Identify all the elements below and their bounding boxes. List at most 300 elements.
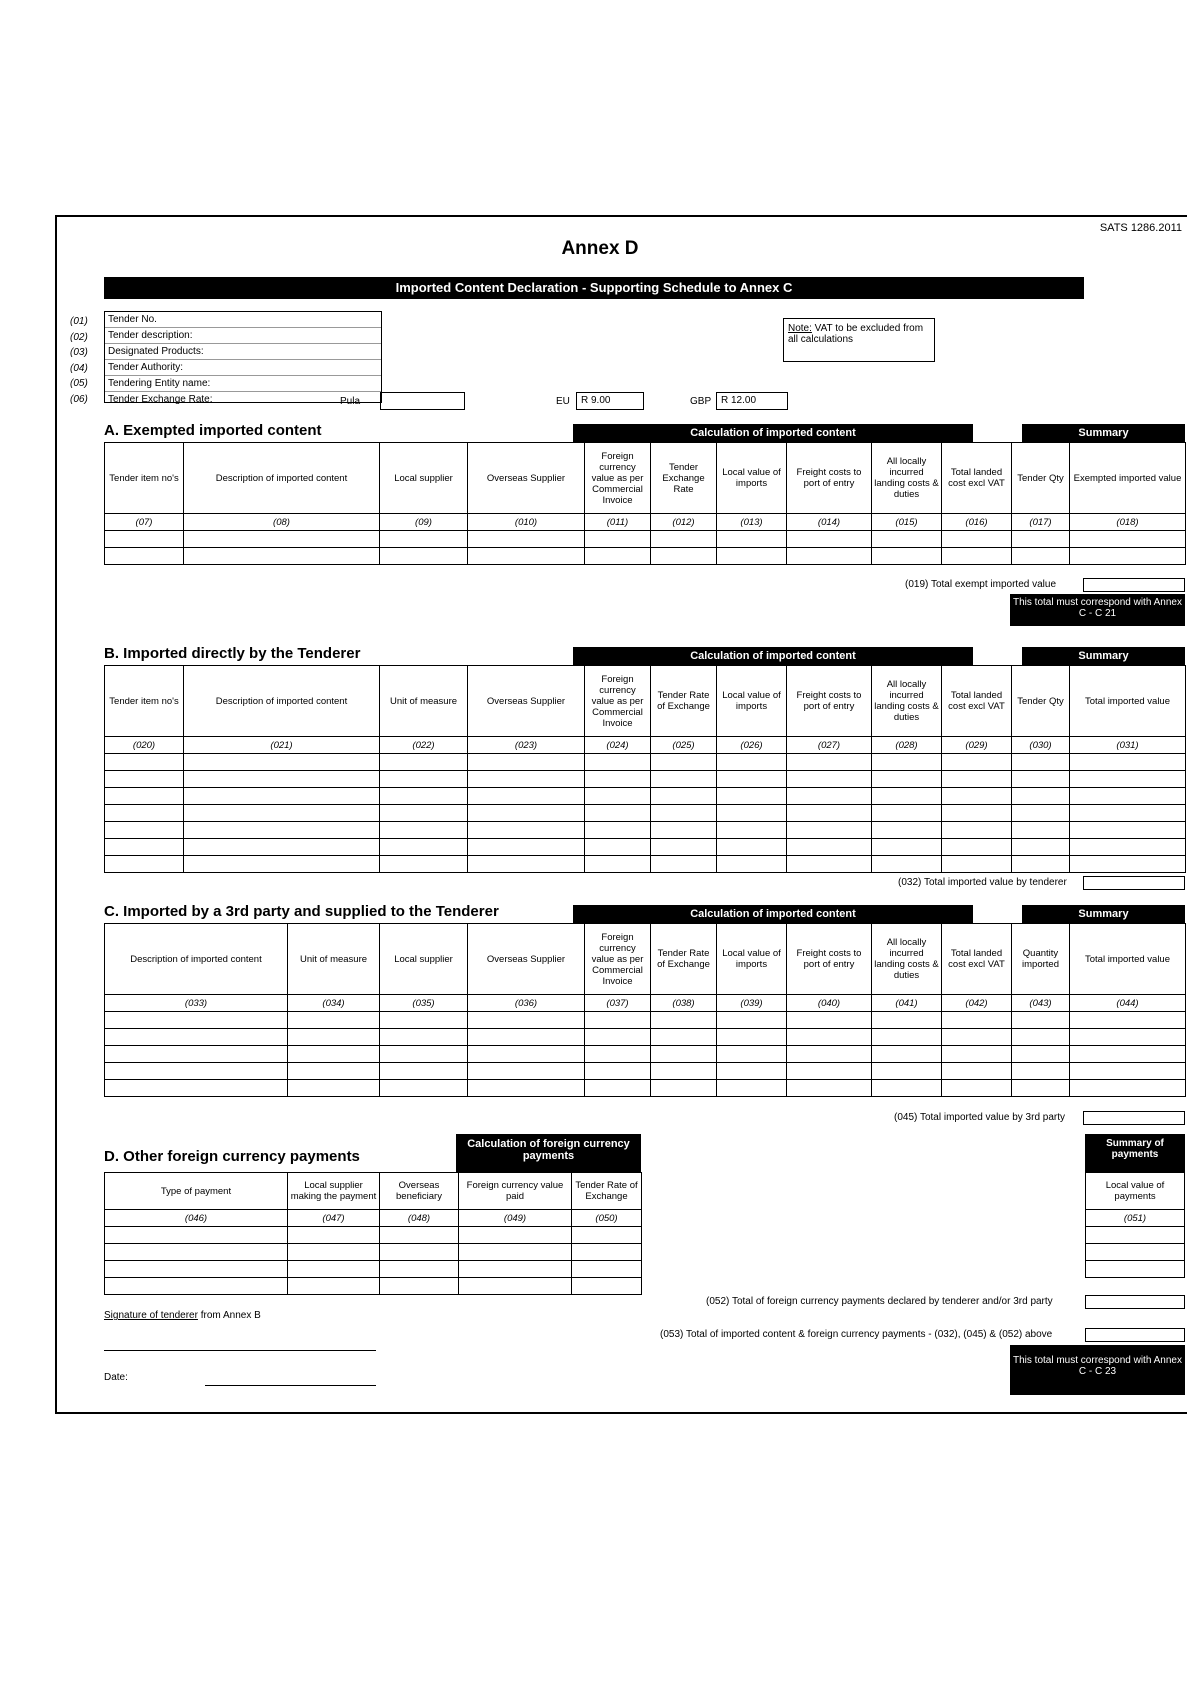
- section-d-summary-table: [1085, 1172, 1185, 1278]
- table-cell[interactable]: [942, 771, 1012, 788]
- table-cell[interactable]: [651, 1029, 717, 1046]
- table-cell[interactable]: [651, 548, 717, 565]
- column-header: Local supplier making the payment: [288, 1173, 380, 1210]
- section-a-total-label: (019) Total exempt imported value: [905, 579, 1057, 590]
- column-code: (048): [380, 1210, 459, 1227]
- table-cell[interactable]: [1070, 531, 1186, 548]
- table-cell[interactable]: [787, 1080, 872, 1097]
- column-code: (050): [572, 1210, 642, 1227]
- table-cell[interactable]: [717, 754, 787, 771]
- table-cell[interactable]: [717, 805, 787, 822]
- table-cell[interactable]: [651, 531, 717, 548]
- table-cell[interactable]: [942, 856, 1012, 873]
- table-cell[interactable]: [942, 548, 1012, 565]
- table-cell[interactable]: [585, 1029, 651, 1046]
- table-cell[interactable]: [380, 1080, 468, 1097]
- table-cell[interactable]: [468, 548, 585, 565]
- column-code: (029): [942, 737, 1012, 754]
- column-header: Tender Rate of Exchange: [651, 666, 717, 737]
- table-cell[interactable]: [872, 805, 942, 822]
- table-cell[interactable]: [380, 771, 468, 788]
- column-header: Unit of measure: [380, 666, 468, 737]
- table-cell[interactable]: [105, 839, 184, 856]
- table-cell[interactable]: [468, 822, 585, 839]
- table-cell[interactable]: [380, 839, 468, 856]
- table-cell[interactable]: [585, 788, 651, 805]
- column-code: (041): [872, 995, 942, 1012]
- table-cell[interactable]: [787, 856, 872, 873]
- table-cell[interactable]: [572, 1261, 642, 1278]
- table-cell[interactable]: [585, 531, 651, 548]
- signature-label-suffix: from Annex B: [197, 1310, 261, 1321]
- table-cell[interactable]: [942, 531, 1012, 548]
- table-cell[interactable]: [787, 531, 872, 548]
- table-cell[interactable]: [184, 548, 380, 565]
- table-cell[interactable]: [717, 822, 787, 839]
- column-header: Total landed cost excl VAT: [942, 666, 1012, 737]
- table-cell[interactable]: [651, 771, 717, 788]
- section-c-title: C. Imported by a 3rd party and supplied to the Tenderer: [104, 903, 499, 920]
- table-cell[interactable]: [651, 856, 717, 873]
- vat-note-text: VAT to be excluded from all calculations: [788, 323, 924, 345]
- table-cell[interactable]: [105, 822, 184, 839]
- column-header: Foreign currency value as per Commercial Invoice: [585, 443, 651, 514]
- table-cell[interactable]: [717, 1029, 787, 1046]
- table-cell[interactable]: [651, 1080, 717, 1097]
- column-header: Tender item no's: [105, 443, 184, 514]
- table-cell[interactable]: [787, 839, 872, 856]
- table-cell[interactable]: [105, 754, 184, 771]
- table-cell[interactable]: [787, 822, 872, 839]
- table-cell[interactable]: [585, 805, 651, 822]
- table-row: [105, 1244, 642, 1261]
- table-cell[interactable]: [872, 856, 942, 873]
- total-053-field[interactable]: [1085, 1328, 1185, 1342]
- table-cell[interactable]: [585, 1012, 651, 1029]
- table-cell[interactable]: [1070, 548, 1186, 565]
- column-code: (038): [651, 995, 717, 1012]
- table-cell[interactable]: [585, 856, 651, 873]
- table-cell[interactable]: [184, 754, 380, 771]
- table-cell[interactable]: [872, 754, 942, 771]
- table-cell[interactable]: [1070, 839, 1186, 856]
- column-header: Freight costs to port of entry: [787, 924, 872, 995]
- table-cell[interactable]: [585, 1046, 651, 1063]
- table-cell[interactable]: [468, 1063, 585, 1080]
- column-code: (031): [1070, 737, 1186, 754]
- table-cell[interactable]: [717, 531, 787, 548]
- table-cell[interactable]: [184, 531, 380, 548]
- table-cell[interactable]: [1012, 754, 1070, 771]
- column-header: Overseas Supplier: [468, 924, 585, 995]
- column-header: Description of imported content: [105, 924, 288, 995]
- summary-cell[interactable]: [1086, 1227, 1185, 1244]
- section-c-summary-bar: Summary: [1022, 905, 1185, 923]
- table-cell[interactable]: [1012, 1012, 1070, 1029]
- table-cell[interactable]: [105, 788, 184, 805]
- table-cell[interactable]: [942, 1012, 1012, 1029]
- table-cell[interactable]: [717, 771, 787, 788]
- signature-line[interactable]: [104, 1350, 376, 1351]
- table-cell[interactable]: [105, 531, 184, 548]
- table-cell[interactable]: [459, 1261, 572, 1278]
- table-cell[interactable]: [288, 1029, 380, 1046]
- rate-value-gbp[interactable]: R 12.00: [716, 392, 788, 410]
- table-cell[interactable]: [942, 754, 1012, 771]
- table-cell[interactable]: [288, 1278, 380, 1295]
- table-cell[interactable]: [1012, 1080, 1070, 1097]
- table-cell[interactable]: [105, 1046, 288, 1063]
- table-cell[interactable]: [942, 839, 1012, 856]
- table-cell[interactable]: [288, 1227, 380, 1244]
- table-cell[interactable]: [1070, 788, 1186, 805]
- table-cell[interactable]: [585, 754, 651, 771]
- table-cell[interactable]: [872, 1012, 942, 1029]
- table-row: [105, 822, 1186, 839]
- table-cell[interactable]: [787, 805, 872, 822]
- summary-cell[interactable]: [1086, 1244, 1185, 1261]
- column-header: Tender Exchange Rate: [651, 443, 717, 514]
- column-code: (013): [717, 514, 787, 531]
- table-cell[interactable]: [1070, 822, 1186, 839]
- table-cell[interactable]: [872, 531, 942, 548]
- table-cell[interactable]: [787, 548, 872, 565]
- table-cell[interactable]: [872, 1046, 942, 1063]
- header-field-description[interactable]: Tender description:: [105, 328, 381, 344]
- date-label: Date:: [104, 1372, 128, 1383]
- table-cell[interactable]: [468, 1046, 585, 1063]
- header-field-entity[interactable]: Tendering Entity name:: [105, 376, 381, 392]
- rate-value-eu[interactable]: R 9.00: [576, 392, 644, 410]
- column-code: (036): [468, 995, 585, 1012]
- table-cell[interactable]: [288, 1080, 380, 1097]
- table-cell[interactable]: [651, 1046, 717, 1063]
- header-code: (03): [70, 347, 88, 358]
- header-code: (06): [70, 393, 88, 405]
- table-cell[interactable]: [787, 754, 872, 771]
- table-cell[interactable]: [105, 856, 184, 873]
- table-cell[interactable]: [787, 1029, 872, 1046]
- table-cell[interactable]: [942, 1063, 1012, 1080]
- column-code: (047): [288, 1210, 380, 1227]
- header-code: (02): [70, 331, 88, 343]
- table-cell[interactable]: [572, 1244, 642, 1261]
- table-cell[interactable]: [380, 1227, 459, 1244]
- table-cell[interactable]: [380, 788, 468, 805]
- column-code: (012): [651, 514, 717, 531]
- table-cell[interactable]: [572, 1227, 642, 1244]
- header-field-tender-no[interactable]: Tender No.: [105, 312, 381, 328]
- section-a-total-field[interactable]: [1083, 578, 1185, 592]
- table-cell[interactable]: [872, 822, 942, 839]
- table-cell[interactable]: [468, 805, 585, 822]
- table-cell[interactable]: [105, 1244, 288, 1261]
- table-cell[interactable]: [1012, 856, 1070, 873]
- table-cell[interactable]: [1070, 1012, 1186, 1029]
- table-cell[interactable]: [184, 839, 380, 856]
- table-cell[interactable]: [717, 1080, 787, 1097]
- column-code: (014): [787, 514, 872, 531]
- table-cell[interactable]: [468, 754, 585, 771]
- table-cell[interactable]: [585, 1063, 651, 1080]
- table-cell[interactable]: [1012, 531, 1070, 548]
- column-header: Local value of imports: [717, 924, 787, 995]
- table-cell[interactable]: [459, 1278, 572, 1295]
- table-cell[interactable]: [872, 771, 942, 788]
- table-cell[interactable]: [942, 822, 1012, 839]
- table-cell[interactable]: [717, 788, 787, 805]
- table-cell[interactable]: [585, 548, 651, 565]
- column-header: All locally incurred landing costs & duties: [872, 443, 942, 514]
- table-cell[interactable]: [288, 1261, 380, 1278]
- table-cell[interactable]: [1070, 1029, 1186, 1046]
- table-cell[interactable]: [1070, 1046, 1186, 1063]
- table-cell[interactable]: [184, 805, 380, 822]
- table-cell[interactable]: [872, 1080, 942, 1097]
- table-cell[interactable]: [1070, 805, 1186, 822]
- table-cell[interactable]: [468, 1012, 585, 1029]
- table-cell[interactable]: [468, 856, 585, 873]
- table-cell[interactable]: [1012, 771, 1070, 788]
- table-cell[interactable]: [651, 1012, 717, 1029]
- column-code: (016): [942, 514, 1012, 531]
- column-code: (020): [105, 737, 184, 754]
- table-cell[interactable]: [184, 771, 380, 788]
- table-cell[interactable]: [942, 1029, 1012, 1046]
- table-cell[interactable]: [872, 1029, 942, 1046]
- column-code: (022): [380, 737, 468, 754]
- table-cell[interactable]: [717, 1046, 787, 1063]
- table-cell[interactable]: [468, 771, 585, 788]
- column-header: Tender Rate of Exchange: [651, 924, 717, 995]
- vat-note-label: Note:: [788, 323, 812, 334]
- table-cell[interactable]: [787, 771, 872, 788]
- table-cell[interactable]: [1012, 1029, 1070, 1046]
- column-header: Total landed cost excl VAT: [942, 443, 1012, 514]
- column-code: (028): [872, 737, 942, 754]
- table-cell[interactable]: [184, 856, 380, 873]
- table-cell[interactable]: [651, 839, 717, 856]
- table-cell[interactable]: [459, 1244, 572, 1261]
- column-code: (024): [585, 737, 651, 754]
- section-b-summary-bar: Summary: [1022, 647, 1185, 665]
- table-cell[interactable]: [105, 1012, 288, 1029]
- column-code: (07): [105, 514, 184, 531]
- column-code: (011): [585, 514, 651, 531]
- table-cell[interactable]: [1070, 1063, 1186, 1080]
- table-cell[interactable]: [105, 771, 184, 788]
- column-header: All locally incurred landing costs & duties: [872, 666, 942, 737]
- table-cell[interactable]: [468, 1029, 585, 1046]
- table-row: [105, 839, 1186, 856]
- section-a-table: [104, 442, 1186, 565]
- table-cell[interactable]: [288, 1244, 380, 1261]
- table-cell[interactable]: [468, 788, 585, 805]
- total-052-field[interactable]: [1085, 1295, 1185, 1309]
- section-a-title: A. Exempted imported content: [104, 422, 322, 439]
- table-cell[interactable]: [717, 839, 787, 856]
- column-code: (021): [184, 737, 380, 754]
- table-cell[interactable]: [459, 1227, 572, 1244]
- signature-label: [104, 1310, 261, 1321]
- table-cell[interactable]: [585, 1080, 651, 1097]
- section-b-total-field[interactable]: [1083, 876, 1185, 890]
- table-cell[interactable]: [942, 805, 1012, 822]
- column-code: (042): [942, 995, 1012, 1012]
- table-row: [105, 531, 1186, 548]
- table-cell[interactable]: [1012, 805, 1070, 822]
- table-cell[interactable]: [380, 805, 468, 822]
- table-cell[interactable]: [380, 1244, 459, 1261]
- table-cell[interactable]: [1070, 771, 1186, 788]
- section-a-summary-bar: Summary: [1022, 424, 1185, 442]
- table-cell[interactable]: [572, 1278, 642, 1295]
- table-cell[interactable]: [380, 1063, 468, 1080]
- column-header: Foreign currency value as per Commercial Invoice: [585, 666, 651, 737]
- header-field-products[interactable]: Designated Products:: [105, 344, 381, 360]
- table-cell[interactable]: [288, 1046, 380, 1063]
- table-cell[interactable]: [651, 1063, 717, 1080]
- table-cell[interactable]: [942, 788, 1012, 805]
- column-code: (015): [872, 514, 942, 531]
- table-cell[interactable]: [380, 1029, 468, 1046]
- section-d-note: This total must correspond with Annex C - C 23: [1010, 1345, 1185, 1395]
- declaration-banner: Imported Content Declaration - Supporting Schedule to Annex C: [104, 277, 1084, 299]
- column-code: (043): [1012, 995, 1070, 1012]
- table-cell[interactable]: [1012, 1063, 1070, 1080]
- table-cell[interactable]: [380, 1012, 468, 1029]
- table-cell[interactable]: [651, 805, 717, 822]
- table-cell[interactable]: [380, 1046, 468, 1063]
- table-cell[interactable]: [585, 822, 651, 839]
- table-cell[interactable]: [468, 1080, 585, 1097]
- table-cell[interactable]: [105, 805, 184, 822]
- date-line[interactable]: [205, 1385, 376, 1386]
- table-cell[interactable]: [1012, 788, 1070, 805]
- table-cell[interactable]: [1012, 839, 1070, 856]
- table-cell[interactable]: [651, 788, 717, 805]
- header-codes: [70, 314, 88, 407]
- table-cell[interactable]: [468, 839, 585, 856]
- table-cell[interactable]: [872, 1063, 942, 1080]
- table-cell[interactable]: [380, 531, 468, 548]
- table-cell[interactable]: [1012, 822, 1070, 839]
- summary-cell[interactable]: [1086, 1261, 1185, 1278]
- column-header: Tender Qty: [1012, 666, 1070, 737]
- table-cell[interactable]: [717, 548, 787, 565]
- table-cell[interactable]: [288, 1012, 380, 1029]
- section-c-total-field[interactable]: [1083, 1111, 1185, 1125]
- table-row: [105, 1029, 1186, 1046]
- table-cell[interactable]: [872, 548, 942, 565]
- table-cell[interactable]: [717, 1063, 787, 1080]
- table-cell[interactable]: [1070, 856, 1186, 873]
- table-cell[interactable]: [1012, 548, 1070, 565]
- column-code: (046): [105, 1210, 288, 1227]
- total-052-label: (052) Total of foreign currency payments declared by tenderer and/or 3rd party: [706, 1296, 1053, 1307]
- column-header: Total imported value: [1070, 666, 1186, 737]
- table-cell[interactable]: [787, 1012, 872, 1029]
- rate-label-gbp: GBP: [690, 396, 712, 407]
- table-cell[interactable]: [942, 1046, 1012, 1063]
- column-header: Quantity imported: [1012, 924, 1070, 995]
- table-cell[interactable]: [105, 1029, 288, 1046]
- section-a-calc-bar: Calculation of imported content: [573, 424, 973, 442]
- section-b-calc-bar: Calculation of imported content: [573, 647, 973, 665]
- column-header: Total imported value: [1070, 924, 1186, 995]
- table-cell[interactable]: [184, 788, 380, 805]
- column-header: Unit of measure: [288, 924, 380, 995]
- column-header: Foreign currency value paid: [459, 1173, 572, 1210]
- table-cell[interactable]: [380, 856, 468, 873]
- table-row: [105, 1080, 1186, 1097]
- table-cell[interactable]: [787, 1063, 872, 1080]
- table-cell[interactable]: [380, 822, 468, 839]
- rate-value-pula[interactable]: [380, 392, 465, 410]
- table-cell[interactable]: [787, 788, 872, 805]
- header-code: (05): [70, 378, 88, 389]
- header-field-exchange-rate[interactable]: Tender Exchange Rate:: [108, 394, 213, 405]
- table-cell[interactable]: [942, 1080, 1012, 1097]
- table-row: [105, 1261, 642, 1278]
- table-cell[interactable]: [105, 1227, 288, 1244]
- table-cell[interactable]: [872, 788, 942, 805]
- table-cell[interactable]: [585, 839, 651, 856]
- table-cell[interactable]: [105, 548, 184, 565]
- header-fields: [104, 311, 382, 403]
- table-cell[interactable]: [717, 1012, 787, 1029]
- table-cell[interactable]: [585, 771, 651, 788]
- section-d-summary-bar: Summary of payments: [1085, 1134, 1185, 1172]
- table-cell[interactable]: [787, 1046, 872, 1063]
- header-code: (01): [70, 316, 88, 327]
- table-cell[interactable]: [1012, 1046, 1070, 1063]
- table-cell[interactable]: [717, 856, 787, 873]
- header-code: (04): [70, 362, 88, 374]
- column-code: (010): [468, 514, 585, 531]
- table-cell[interactable]: [380, 1278, 459, 1295]
- table-cell[interactable]: [468, 531, 585, 548]
- table-cell[interactable]: [288, 1063, 380, 1080]
- table-cell[interactable]: [651, 822, 717, 839]
- column-header: Type of payment: [105, 1173, 288, 1210]
- table-cell[interactable]: [105, 1261, 288, 1278]
- section-d-calc-bar: Calculation of foreign currency payments: [456, 1134, 641, 1172]
- table-cell[interactable]: [380, 754, 468, 771]
- section-b-title: B. Imported directly by the Tenderer: [104, 645, 361, 662]
- table-cell[interactable]: [380, 548, 468, 565]
- table-cell[interactable]: [872, 839, 942, 856]
- column-header: All locally incurred landing costs & duties: [872, 924, 942, 995]
- table-row: [105, 771, 1186, 788]
- column-header: Overseas beneficiary: [380, 1173, 459, 1210]
- table-cell[interactable]: [1070, 754, 1186, 771]
- table-cell[interactable]: [105, 1278, 288, 1295]
- page-title: Annex D: [561, 238, 639, 259]
- table-cell[interactable]: [1070, 1080, 1186, 1097]
- table-cell[interactable]: [105, 1080, 288, 1097]
- table-cell[interactable]: [380, 1261, 459, 1278]
- table-row: [105, 548, 1186, 565]
- section-c-table: [104, 923, 1186, 1097]
- header-field-authority[interactable]: Tender Authority:: [105, 360, 381, 376]
- column-header: Exempted imported value: [1070, 443, 1186, 514]
- table-cell[interactable]: [651, 754, 717, 771]
- rate-label-pula: Pula: [340, 396, 361, 407]
- table-cell[interactable]: [105, 1063, 288, 1080]
- table-cell[interactable]: [184, 822, 380, 839]
- table-row: [105, 1046, 1186, 1063]
